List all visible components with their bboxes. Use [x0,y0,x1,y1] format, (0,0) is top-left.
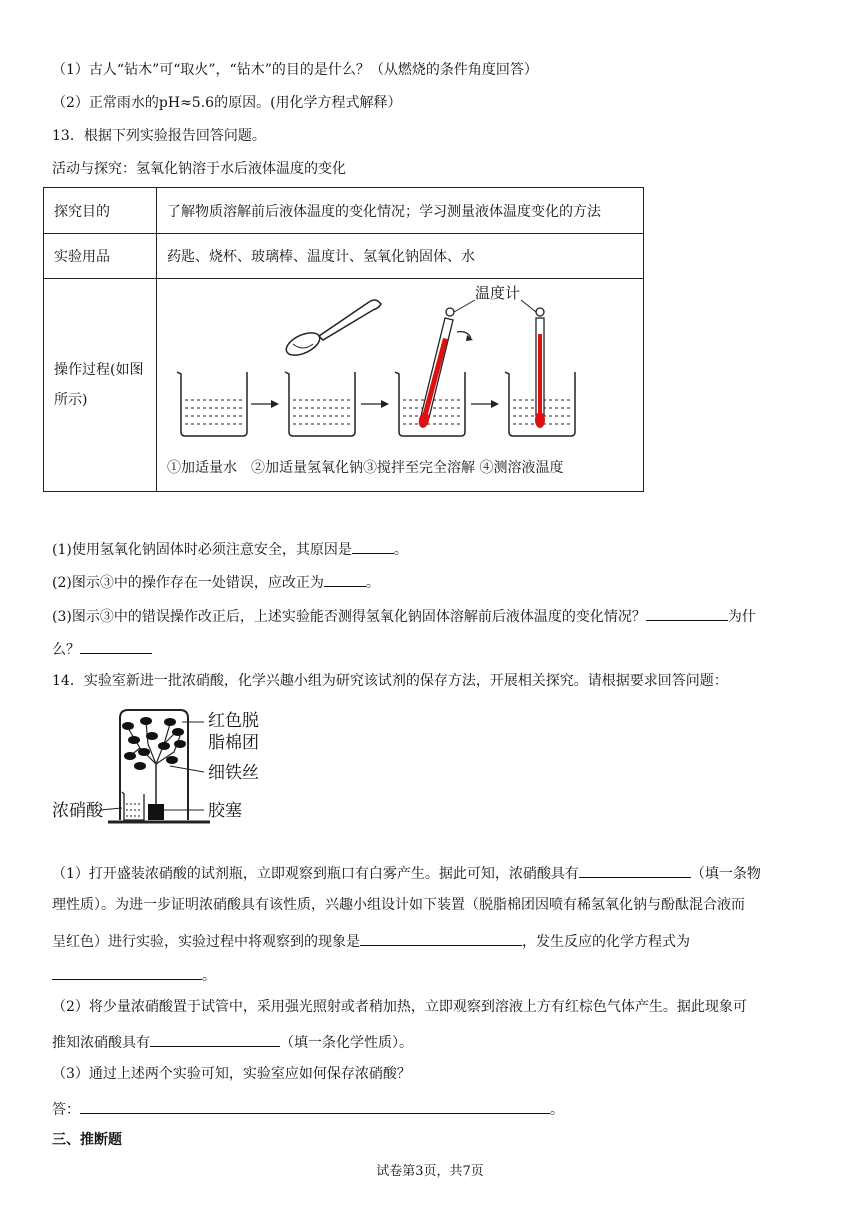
q12-sub1: （1）古人“钻木”可“取火”，“钻木”的目的是什么？（从燃烧的条件角度回答） [52,62,538,78]
procedure-diagram [157,282,643,457]
thermometer-measuring-icon [535,308,545,428]
answer-blank[interactable] [360,929,522,946]
q14-sub2-line1: （2）将少量浓硝酸置于试管中，采用强光照射或者稍加热，立即观察到溶液上方有红棕色气体产生。据此现象可 [52,999,747,1015]
rubber-stopper-icon [148,804,164,820]
answer-blank[interactable] [150,1030,280,1047]
answer-blank[interactable] [80,1097,550,1114]
beaker-1-icon [177,372,247,436]
table-content-materials: 药匙、烧杯、玻璃棒、温度计、氢氧化钠固体、水 [157,234,644,279]
table-label-purpose: 探究目的 [44,188,157,234]
answer-blank[interactable] [52,963,202,980]
q13-sub3-line1: (3)图示③中的错误操作改正后，上述实验能否测得氢氧化钠固体溶解前后液体温度的变化情况？ 为什 [52,604,756,627]
table-content-purpose: 了解物质溶解前后液体温度的变化情况；学习测量液体温度变化的方法 [157,188,644,234]
q14-sub1-line3: 呈红色）进行实验，实验过程中将观察到的现象是 ，发生反应的化学方程式为 [52,929,690,952]
q12-sub2: （2）正常雨水的pH≈5.6的原因。(用化学方程式解释） [52,95,402,111]
section-heading: 三、推断题 [52,1132,122,1148]
spoon-icon [283,300,381,360]
label-nitric-acid: 浓硝酸 [52,801,103,821]
q14-sub3-line1: （3）通过上述两个实验可知，实验室应如何保存浓硝酸？ [52,1066,411,1082]
q13-sub2: (2)图示③中的操作存在一处错误，应改正为 。 [52,570,380,593]
q13-stem: 13．根据下列实验报告回答问题。 [52,128,266,144]
arrow-3-icon [471,400,499,408]
q13-sub3-line2: 么？ [52,637,152,660]
beaker-2-icon [285,372,355,436]
q14-sub3-line2: 答： 。 [52,1097,564,1120]
nitric-acid-apparatus-diagram [52,704,312,828]
answer-blank[interactable] [579,861,691,878]
label-iron-wire: 细铁丝 [208,763,259,783]
label-red-cotton-line2: 脂棉团 [208,733,259,753]
answer-blank[interactable] [324,570,366,587]
table-content-procedure [157,279,644,492]
q14-sub1-line1: （1）打开盛装浓硝酸的试剂瓶，立即观察到瓶口有白雾产生。据此可知，浓硝酸具有 （填一条物 [52,861,761,884]
experiment-report-table [43,187,644,492]
page-footer: 试卷第3页，共7页 [376,1164,484,1179]
q14-sub2-line2: 推知浓硝酸具有 （填一条化学性质）。 [52,1030,413,1053]
procedure-label-line1: 操作过程(如图 [54,362,144,378]
table-label-procedure [44,279,157,492]
answer-blank[interactable] [646,604,728,621]
answer-blank[interactable] [80,637,152,654]
thermometer-label: 温度计 [475,283,521,302]
answer-blank[interactable] [352,537,394,554]
label-rubber-stopper: 胶塞 [208,801,242,821]
arrow-1-icon [251,400,279,408]
procedure-label-line2: 所示) [54,392,88,408]
q13-sub1: (1)使用氢氧化钠固体时必须注意安全，其原因是 。 [52,537,408,560]
q14-stem: 14．实验室新进一批浓硝酸，化学兴趣小组为研究该试剂的保存方法，开展相关探究。请根据要求回答问题： [52,673,728,689]
q14-sub1-line2: 理性质）。为进一步证明浓硝酸具有该性质，兴趣小组设计如下装置（脱脂棉团因喷有稀氢氧化钠与酚酞混合液而 [52,897,745,913]
label-red-cotton-line1: 红色脱 [208,711,259,731]
procedure-steps-caption: ①加适量水 ②加适量氢氧化钠③搅拌至完全溶解 ④测溶液温度 [167,459,564,476]
q13-activity: 活动与探究：氢氧化钠溶于水后液体温度的变化 [52,161,346,177]
acid-beaker-icon [122,792,144,820]
q14-sub1-line4: 。 [52,963,216,986]
arrow-2-icon [361,400,389,408]
table-label-materials: 实验用品 [44,234,157,279]
